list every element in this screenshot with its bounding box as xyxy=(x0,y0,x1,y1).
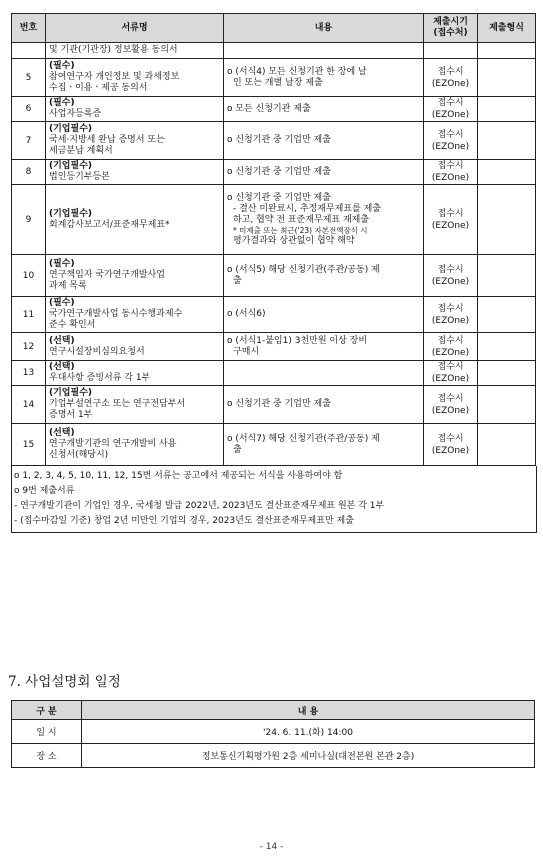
row-content-cell xyxy=(224,255,424,297)
row-when-line: (EZOne) xyxy=(431,374,470,384)
table-row-continued xyxy=(12,43,536,59)
row-no-cell: 13 xyxy=(12,361,46,386)
row-name-line: 법인등기부등본 xyxy=(49,172,110,182)
row-name-line: 수집ㆍ이용ㆍ제공 동의서 xyxy=(49,83,148,93)
note-line: o 9번 제출서류 xyxy=(14,486,75,496)
row-when-line: (EZOne) xyxy=(431,315,470,326)
row-no-cell: 5 xyxy=(12,59,46,97)
row-no-cell: 14 xyxy=(12,386,46,424)
schedule-content: 정보통신기획평가원 2층 세미나실(대전본원 본관 2층) xyxy=(82,744,535,768)
row-when-cell xyxy=(424,424,478,466)
row-when-line: 접수시 xyxy=(437,66,464,77)
row-no-cell: 10 xyxy=(12,255,46,297)
document-table xyxy=(11,13,536,466)
row-content-cell xyxy=(224,97,424,122)
row-when-line: 접수시 xyxy=(437,264,464,275)
row-when-cell xyxy=(424,255,478,297)
schedule-content: '24. 6. 11.(화) 14:00 xyxy=(82,720,535,744)
row-no-cell: 15 xyxy=(12,424,46,466)
row-required-tag: (기업필수) xyxy=(49,161,93,171)
row-content-line: 출 xyxy=(233,444,242,455)
row-name-cell xyxy=(46,97,224,122)
row-name-line: 준수 확인서 xyxy=(49,320,96,330)
row-content-line: o (서식5) 해당 신청기관(주관/공동) 제 xyxy=(227,264,380,275)
row-when-cell xyxy=(424,333,478,361)
row-no-cell: 12 xyxy=(12,333,46,361)
row-when-line: (EZOne) xyxy=(431,78,470,89)
row-when-cell xyxy=(424,122,478,160)
row-content-line: - 결산 미완료시, 추정재무제표를 제출 xyxy=(233,203,381,214)
schedule-table xyxy=(11,700,535,768)
row-content-line: o (서식6) xyxy=(227,309,266,319)
row-when-line: (EZOne) xyxy=(431,173,470,183)
row-name-line: 연구책임자 국가연구개발사업 xyxy=(49,270,165,280)
row-form-cell xyxy=(478,333,536,361)
row-content-line: * 미제출 또는 최근('23) 자본전액잠식 시 xyxy=(233,225,368,235)
row-content-line: 구매시 xyxy=(233,346,260,357)
row-required-tag: (선택) xyxy=(49,362,75,372)
schedule-category: 장 소 xyxy=(12,744,82,768)
row-name-cell xyxy=(46,185,224,255)
row-content-line: 하고, 협약 전 표준재무제표 재제출 xyxy=(233,214,370,225)
row-no-cell: 7 xyxy=(12,122,46,160)
schedule-row xyxy=(12,744,535,768)
row-no-cell: 8 xyxy=(12,160,46,185)
schedule-header-content: 내 용 xyxy=(82,701,535,720)
row-content-line: o 신청기관 중 기업만 제출 xyxy=(227,399,331,409)
table-row xyxy=(12,361,536,386)
row-form-cell xyxy=(478,122,536,160)
row-form-cell xyxy=(478,97,536,122)
row-form-cell xyxy=(478,361,536,386)
section-title: 7. 사업설명회 일정 xyxy=(8,674,121,690)
row-when-cell xyxy=(424,297,478,333)
table-header-row xyxy=(12,14,536,43)
row-name-line: 우대사항 증빙서류 각 1부 xyxy=(49,373,151,383)
note-line: - (접수마감일 기준) 창업 2년 미만인 기업의 경우, 2023년도 결산표준재무제표만 제출 xyxy=(14,516,354,526)
row-when-cell xyxy=(424,386,478,424)
row-no-cell: 11 xyxy=(12,297,46,333)
row-name-cell xyxy=(46,386,224,424)
row-form-cell xyxy=(478,185,536,255)
schedule-category: 일 시 xyxy=(12,720,82,744)
row-when-cell xyxy=(424,43,478,59)
header-when xyxy=(424,14,478,43)
row-required-tag: (기업필수) xyxy=(49,388,93,398)
row-when-cell xyxy=(424,59,478,97)
row-content-cell xyxy=(224,59,424,97)
header-form: 제출형식 xyxy=(478,14,536,43)
row-content-line: o 모든 신청기관 제출 xyxy=(227,103,311,114)
row-content-cell xyxy=(224,185,424,255)
row-content-line: o 신청기관 중 기업만 제출 xyxy=(227,192,331,203)
row-required-tag: (기업필수) xyxy=(49,208,93,219)
row-content-cell xyxy=(224,297,424,333)
document-table-wrapper xyxy=(11,13,535,533)
table-row xyxy=(12,255,536,297)
row-name-cell xyxy=(46,255,224,297)
schedule-header-category: 구 분 xyxy=(12,701,82,720)
row-form-cell xyxy=(478,160,536,185)
table-row xyxy=(12,333,536,361)
row-content-cell xyxy=(224,424,424,466)
row-content-line: o (서식1-붙임1) 3천만원 이상 장비 xyxy=(227,335,368,346)
row-no-cell xyxy=(12,43,46,59)
row-name-cell xyxy=(46,361,224,386)
row-name-line: 기업부설연구소 또는 연구전담부서 xyxy=(49,399,186,409)
notes-box xyxy=(11,466,537,533)
row-when-line: (EZOne) xyxy=(431,110,470,120)
row-name-cell xyxy=(46,122,224,160)
table-row xyxy=(12,59,536,97)
row-name-line: 증명서 1부 xyxy=(49,410,93,420)
table-row xyxy=(12,97,536,122)
row-required-tag: (필수) xyxy=(49,98,75,108)
row-when-line: 접수시 xyxy=(437,362,464,372)
table-row xyxy=(12,386,536,424)
row-content-cell xyxy=(224,160,424,185)
row-content-line: 출 xyxy=(233,275,242,286)
table-row xyxy=(12,122,536,160)
row-content-line: o 신청기관 중 기업만 제출 xyxy=(227,135,331,145)
row-form-cell xyxy=(478,297,536,333)
row-content-line: 평가결과와 상관없이 협약 해약 xyxy=(233,235,355,246)
table-row xyxy=(12,424,536,466)
row-name-line: 참여연구자 개인정보 및 과세정보 xyxy=(49,72,180,82)
row-when-line: (EZOne) xyxy=(431,445,470,456)
row-name-cell xyxy=(46,297,224,333)
row-when-line: (EZOne) xyxy=(431,347,470,358)
row-form-cell xyxy=(478,43,536,59)
row-name-line: 연구개발기관의 연구개발비 사용 xyxy=(49,439,177,449)
page-number: - 14 - xyxy=(259,842,284,852)
row-when-cell xyxy=(424,185,478,255)
row-when-cell xyxy=(424,361,478,386)
row-required-tag: (필수) xyxy=(49,259,75,269)
row-when-cell xyxy=(424,160,478,185)
row-when-line: 접수시 xyxy=(437,335,464,346)
row-when-line: (EZOne) xyxy=(431,220,470,231)
row-when-line: 접수시 xyxy=(437,303,464,314)
row-name-cell xyxy=(46,59,224,97)
row-name-line: 국세·지방세 완납 증명서 또는 xyxy=(49,135,165,145)
row-form-cell xyxy=(478,424,536,466)
row-content-line: o (서식4) 모든 신청기관 한 장에 날 xyxy=(227,66,367,77)
row-required-tag: (기업필수) xyxy=(49,124,93,134)
row-name-line: 회계감사보고서/표준재무제표* xyxy=(49,219,170,230)
row-content-cell xyxy=(224,333,424,361)
header-no: 번호 xyxy=(12,14,46,43)
table-row xyxy=(12,185,536,255)
note-line: o 1, 2, 3, 4, 5, 10, 11, 12, 15번 서류는 공고에서 제공되는 서식을 사용하여야 함 xyxy=(14,471,343,481)
header-when-line2: (접수처) xyxy=(433,28,468,38)
row-name-line: 연구시설장비심의요청서 xyxy=(49,346,145,357)
row-required-tag: (선택) xyxy=(49,428,75,438)
schedule-header-row xyxy=(12,701,535,720)
table-row xyxy=(12,160,536,185)
row-content-line: 인 또는 개별 날장 제출 xyxy=(233,77,323,88)
row-name-cell xyxy=(46,333,224,361)
row-form-cell xyxy=(478,59,536,97)
row-when-line: 접수시 xyxy=(437,433,464,444)
row-name-line: 사업자등록증 xyxy=(49,109,102,119)
row-content-cell xyxy=(224,43,424,59)
row-when-line: (EZOne) xyxy=(431,276,470,287)
row-no-cell: 6 xyxy=(12,97,46,122)
row-name-line: 세금분납 계획서 xyxy=(49,146,113,156)
row-when-cell xyxy=(424,97,478,122)
schedule-row xyxy=(12,720,535,744)
row-when-line: 접수시 xyxy=(437,98,464,108)
note-line: - 연구개발기관이 기업인 경우, 국세청 발급 2022년, 2023년도 결산표준재무제표 원본 각 1부 xyxy=(14,501,385,511)
row-name-cell xyxy=(46,424,224,466)
row-when-line: 접수시 xyxy=(437,161,464,171)
header-when-line1: 제출시기 xyxy=(433,17,468,27)
row-no-cell: 9 xyxy=(12,185,46,255)
row-name-cell: 및 기관(기관장) 정보활용 동의서 xyxy=(46,43,224,59)
row-when-line: 접수시 xyxy=(437,208,464,219)
row-required-tag: (필수) xyxy=(49,61,75,71)
row-required-tag: (선택) xyxy=(49,335,75,346)
row-form-cell xyxy=(478,386,536,424)
table-row xyxy=(12,297,536,333)
row-when-line: (EZOne) xyxy=(431,405,470,416)
header-content: 내용 xyxy=(224,14,424,43)
row-content-line: o 신청기관 중 기업만 제출 xyxy=(227,166,331,177)
header-name: 서류명 xyxy=(46,14,224,43)
row-name-cell xyxy=(46,160,224,185)
row-when-line: 접수시 xyxy=(437,393,464,404)
row-form-cell xyxy=(478,255,536,297)
row-content-line: o (서식7) 해당 신청기관(주관/공동) 제 xyxy=(227,433,380,444)
row-when-line: (EZOne) xyxy=(431,141,470,152)
row-name-line: 국가연구개발사업 동시수행과제수 xyxy=(49,309,183,319)
row-content-cell xyxy=(224,386,424,424)
row-when-line: 접수시 xyxy=(437,129,464,140)
row-name-line: 신청서(해당시) xyxy=(49,450,109,460)
row-content-cell xyxy=(224,122,424,160)
row-content-cell xyxy=(224,361,424,386)
row-name-line: 과제 목록 xyxy=(49,281,87,291)
row-required-tag: (필수) xyxy=(49,298,75,308)
